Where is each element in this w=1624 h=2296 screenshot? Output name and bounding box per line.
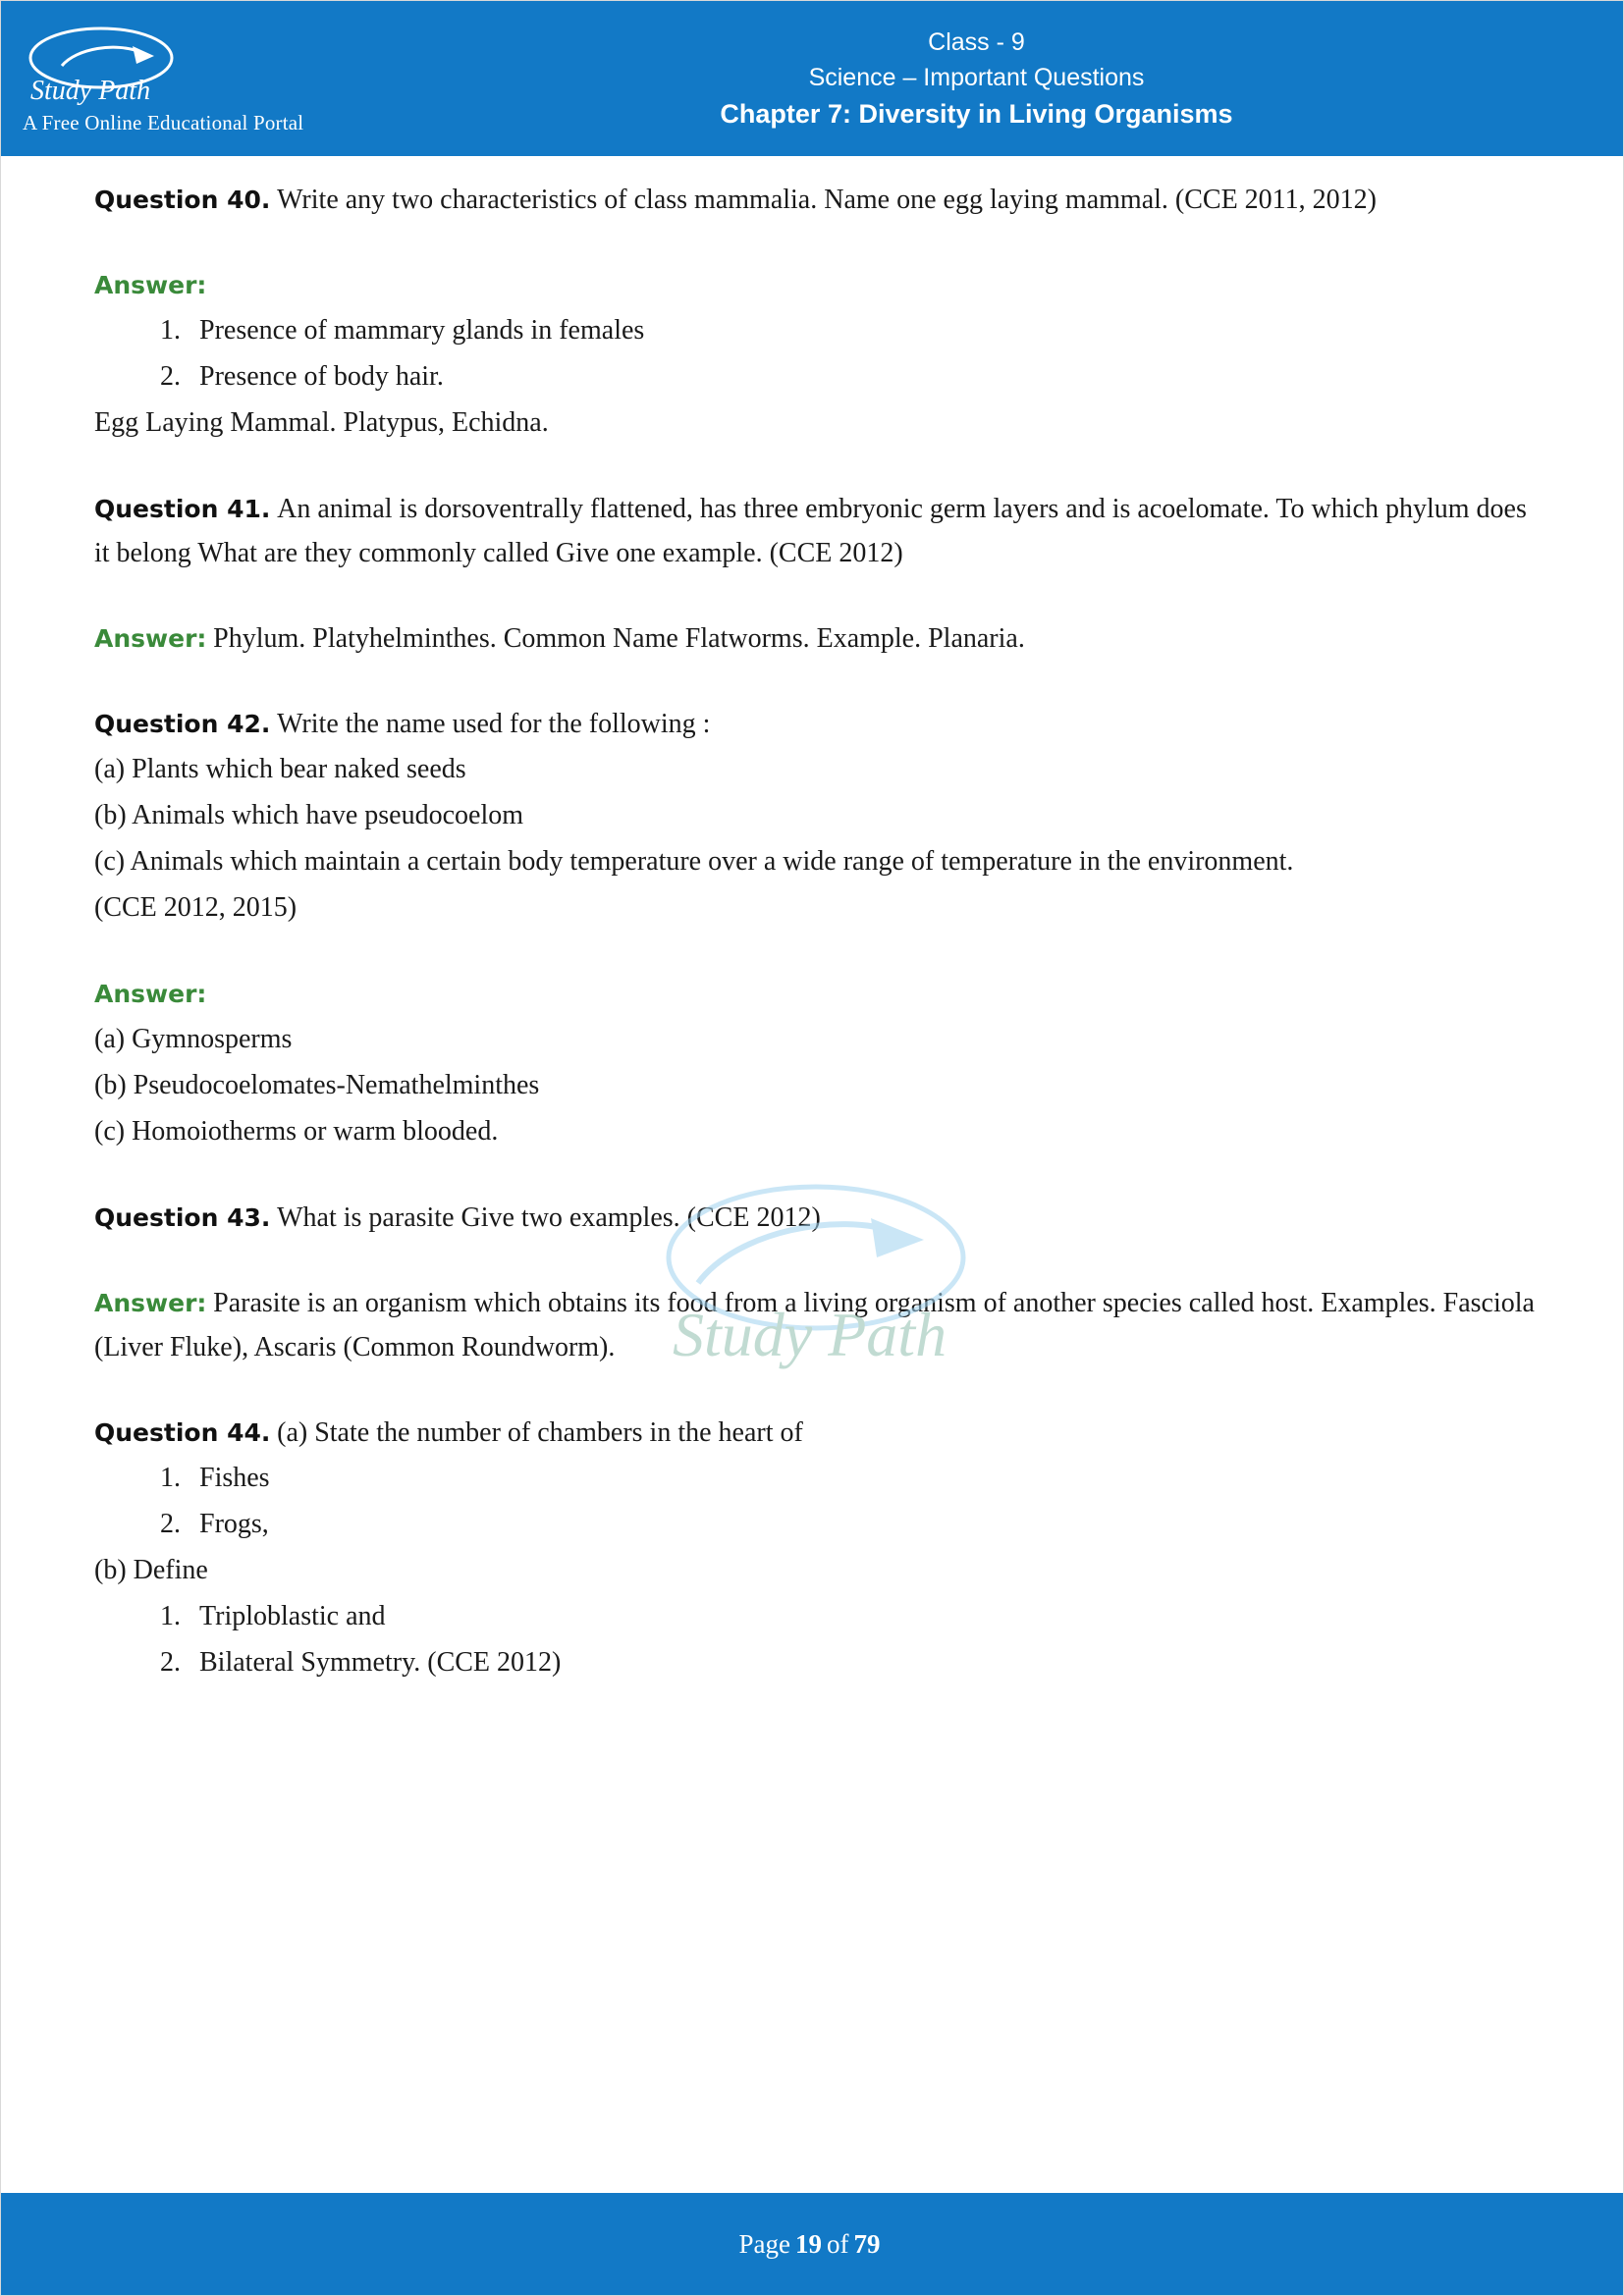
- list-item: 1. Triploblastic and: [188, 1593, 1535, 1639]
- question-label: Question 41.: [94, 495, 271, 523]
- question-midline-44: (b) Define: [94, 1555, 208, 1585]
- question-label: Question 44.: [94, 1418, 271, 1447]
- list-item: 1. Fishes: [188, 1455, 1535, 1501]
- answer-label-40: [94, 263, 1535, 307]
- watermark-text: Study Path: [673, 1300, 947, 1369]
- question-subline-c: (c) Animals which maintain a certain body temperature over a wide range of temperature in the environment.: [94, 846, 1294, 877]
- question-label: Question 43.: [94, 1203, 271, 1232]
- header-chapter-line: Chapter 7: Diversity in Living Organisms: [720, 99, 1233, 129]
- question-text: An animal is dorsoventrally flattened, has three embryonic germ layers and is acoelomate. To which phylum does it belong What are they commonly called Give one example. (CCE 2012): [94, 494, 1527, 568]
- question-text: What is parasite Give two examples. (CCE 2012): [277, 1202, 821, 1233]
- answer-line-b: (b) Pseudocoelomates-Nemathelminthes: [94, 1070, 540, 1100]
- footer-page-number: 19: [794, 2228, 822, 2259]
- answer-tail-40: Egg Laying Mammal. Platypus, Echidna.: [94, 407, 549, 438]
- question-subline-a: (a) Plants which bear naked seeds: [94, 754, 466, 784]
- question-block-42: [94, 702, 1535, 746]
- site-logo: [1, 23, 448, 135]
- page-content: [1, 156, 1623, 2194]
- question-list-44-a: [94, 1455, 1535, 1547]
- question-label: Question 40.: [94, 186, 271, 214]
- page-header: [1, 1, 1623, 156]
- answer-line-c: (c) Homoiotherms or warm blooded.: [94, 1116, 499, 1147]
- answer-text: Parasite is an organism which obtains its food from a living organism of another species called host. Examples. Fasciola (Liver Fluke), Ascaris (Common Roundworm).: [94, 1288, 1535, 1362]
- question-text: (a) State the number of chambers in the heart of: [277, 1417, 803, 1448]
- answer-label-42: [94, 972, 1535, 1016]
- answer-list-40: [94, 307, 1535, 400]
- answer-line-a: (a) Gymnosperms: [94, 1024, 293, 1054]
- answer-block-41: [94, 616, 1535, 661]
- question-subline-b: (b) Animals which have pseudocoelom: [94, 800, 524, 830]
- list-item: 2. Presence of body hair.: [188, 353, 1535, 400]
- answer-label: Answer:: [94, 624, 207, 653]
- footer-of: of: [826, 2228, 849, 2259]
- question-block-43: [94, 1196, 1535, 1240]
- header-class-line: Class - 9: [928, 28, 1025, 56]
- header-title-group: [448, 25, 1623, 133]
- list-item: 2. Bilateral Symmetry. (CCE 2012): [188, 1639, 1535, 1685]
- site-tagline: A Free Online Educational Portal: [23, 110, 304, 134]
- question-block-40: [94, 178, 1535, 222]
- question-label: Question 42.: [94, 710, 271, 738]
- answer-label: Answer:: [94, 1289, 207, 1317]
- question-block-44: [94, 1411, 1535, 1455]
- answer-label: Answer:: [94, 271, 207, 299]
- footer-total-pages: 79: [853, 2228, 881, 2259]
- list-item: 2. Frogs,: [188, 1501, 1535, 1547]
- footer-prefix: Page: [738, 2228, 790, 2259]
- question-list-44-b: [94, 1593, 1535, 1685]
- list-item: 1. Presence of mammary glands in females: [188, 307, 1535, 353]
- svg-text:Study Path: Study Path: [30, 75, 151, 106]
- answer-text: Phylum. Platyhelminthes. Common Name Flatworms. Example. Planaria.: [213, 623, 1025, 654]
- question-text: Write the name used for the following :: [277, 709, 711, 739]
- answer-block-43: [94, 1281, 1535, 1369]
- page-footer: [1, 2193, 1623, 2295]
- question-text: Write any two characteristics of class mammalia. Name one egg laying mammal. (CCE 2011, 2012): [277, 185, 1377, 215]
- answer-label: Answer:: [94, 980, 207, 1008]
- header-subject-line: Science – Important Questions: [808, 64, 1145, 91]
- question-subline-cce: (CCE 2012, 2015): [94, 892, 298, 923]
- pen-logo-icon: [23, 23, 234, 109]
- question-block-41: [94, 487, 1535, 575]
